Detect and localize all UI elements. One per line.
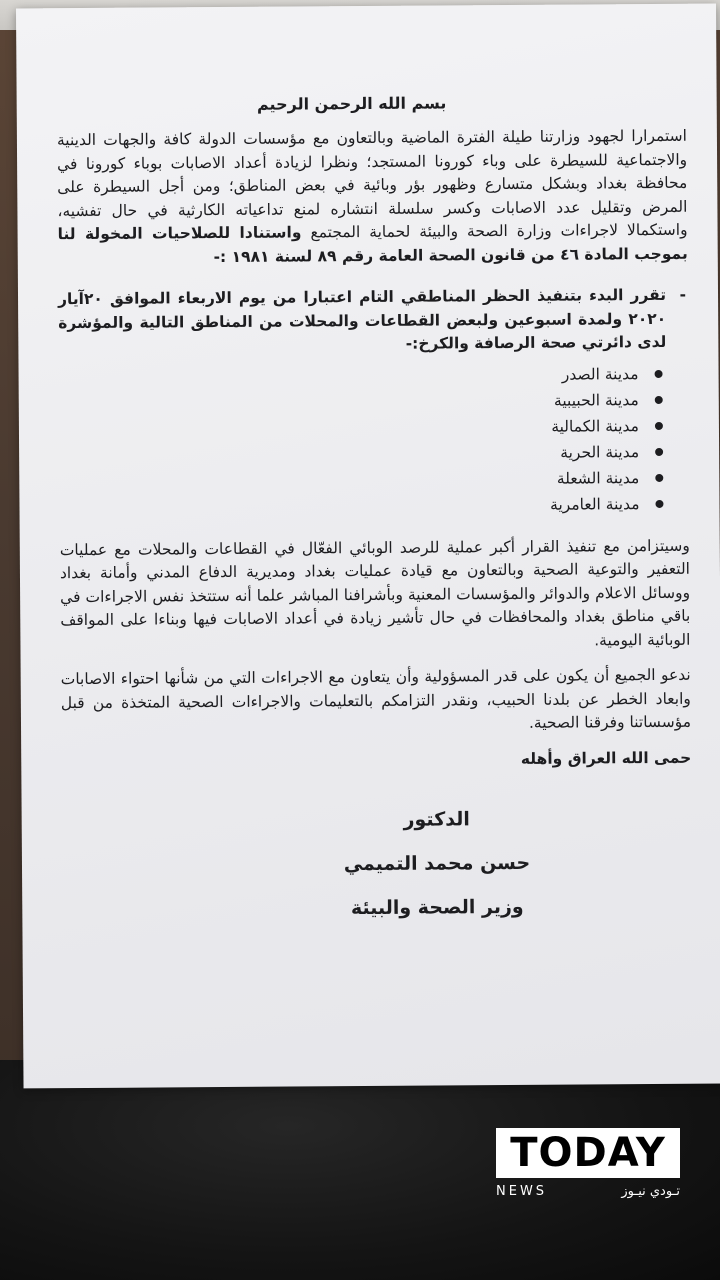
monitoring-paragraph: وسيتزامن مع تنفيذ القرار أكبر عملية للرصد الوبائي الفعّال في القطاعات والمحلات مع عمليات التعفير والتوعية الصحية وبالتعاون مع قيادة عمليات بغداد ومديرية الدفاع المدني وأمانة بغداد ووسائل الاعلام والدوائر والمؤسسات المعنية وبأشرافنا المباشر علما أنه ستتخذ نفس الاجراءات في باقي مناطق بغداد والمحافظات في حال تأشير زيادة في أعداد الاصابات فيها وبناءا على المواقف الوبائية اليومية.	[59, 536, 691, 649]
decision-text: تقرر البدء بتنفيذ الحظر المناطقي التام اعتبارا من يوم الاربعاء الموافق ٢٠آيار ٢٠٢٠ ولمدة اسبوعين ولبعض القطاعات والمحلات من المناطق التالية والمؤشرة لدى دائرتي صحة الرصافة والكرخ:-	[57, 285, 667, 353]
document-body	[57, 92, 693, 932]
decision-paragraph	[58, 284, 688, 359]
basmala-heading: بسم الله الرحمن الرحيم	[256, 93, 447, 114]
area-label: مدينة الحرية	[560, 442, 640, 462]
area-label: مدينة الكمالية	[551, 416, 639, 436]
areas-list	[58, 360, 689, 520]
list-item	[59, 490, 663, 520]
bullet-icon	[655, 395, 663, 403]
area-label: مدينة الصدر	[561, 364, 639, 384]
today-news-logo	[496, 1128, 680, 1204]
logo-news-en: NEWS	[496, 1184, 548, 1199]
area-label: مدينة الشعلة	[556, 468, 640, 488]
area-label: مدينة الحبيبية	[553, 390, 639, 410]
intro-bold-text: واستنادا للصلاحيات المخولة لنا بموجب المادة ٤٦ من قانون الصحة العامة رقم ٨٩ لسنة ١٩٨١ :-	[57, 223, 688, 266]
logo-news-ar: تـودي نيـوز	[621, 1184, 680, 1199]
intro-paragraph	[57, 125, 688, 270]
signature-title: الدكتور	[403, 808, 470, 831]
signature-block	[62, 796, 693, 932]
bullet-icon	[655, 499, 663, 507]
bullet-icon	[655, 473, 663, 481]
bullet-icon	[655, 447, 663, 455]
logo-news-line	[496, 1182, 680, 1202]
bullet-icon	[655, 421, 663, 429]
intro-text: استمرارا لجهود وزارتنا طيلة الفترة الماضية وبالتعاون مع مؤسسات الدولة كافة والجهات الدينية والاجتماعية للسيطرة على وباء كورونا المستجد؛ ونظرا لزيادة أعداد الاصابات بوباء كورونا في محافظة بغداد وبشكل متسارع وظهور بؤر وبائية في بعض المناطق؛ ومن أجل السيطرة على المرض وتقليل عدد الاصابات وكسر سلسلة انتشاره لمنع تداعياته الكارثية في حال تفشيه، واستكمالا لاجراءات وزارة الصحة والبيئة لحماية المجتمع	[56, 126, 688, 242]
appeal-paragraph: ندعو الجميع أن يكون على قدر المسؤولية وأن يتعاون مع الاجراءات التي من شأنها احتواء الاصابات وابعاد الخطر عن بلدنا الحبيب، ونقدر التزامكم بالتعليمات والاجراءات الصحية المتخذة من قبل مؤسساتنا وفرقنا الصحية.	[60, 665, 692, 732]
closing-line: حمى الله العراق وأهله	[520, 748, 692, 768]
document-sheet	[16, 4, 720, 1089]
area-label: مدينة العامرية	[550, 494, 640, 514]
signature-name: حسن محمد التميمي	[343, 851, 531, 876]
decision-dash: -	[679, 285, 687, 304]
signature-position: وزير الصحة والبيئة	[350, 895, 524, 920]
logo-brand: TODAY	[496, 1128, 680, 1178]
bullet-icon	[655, 369, 663, 377]
